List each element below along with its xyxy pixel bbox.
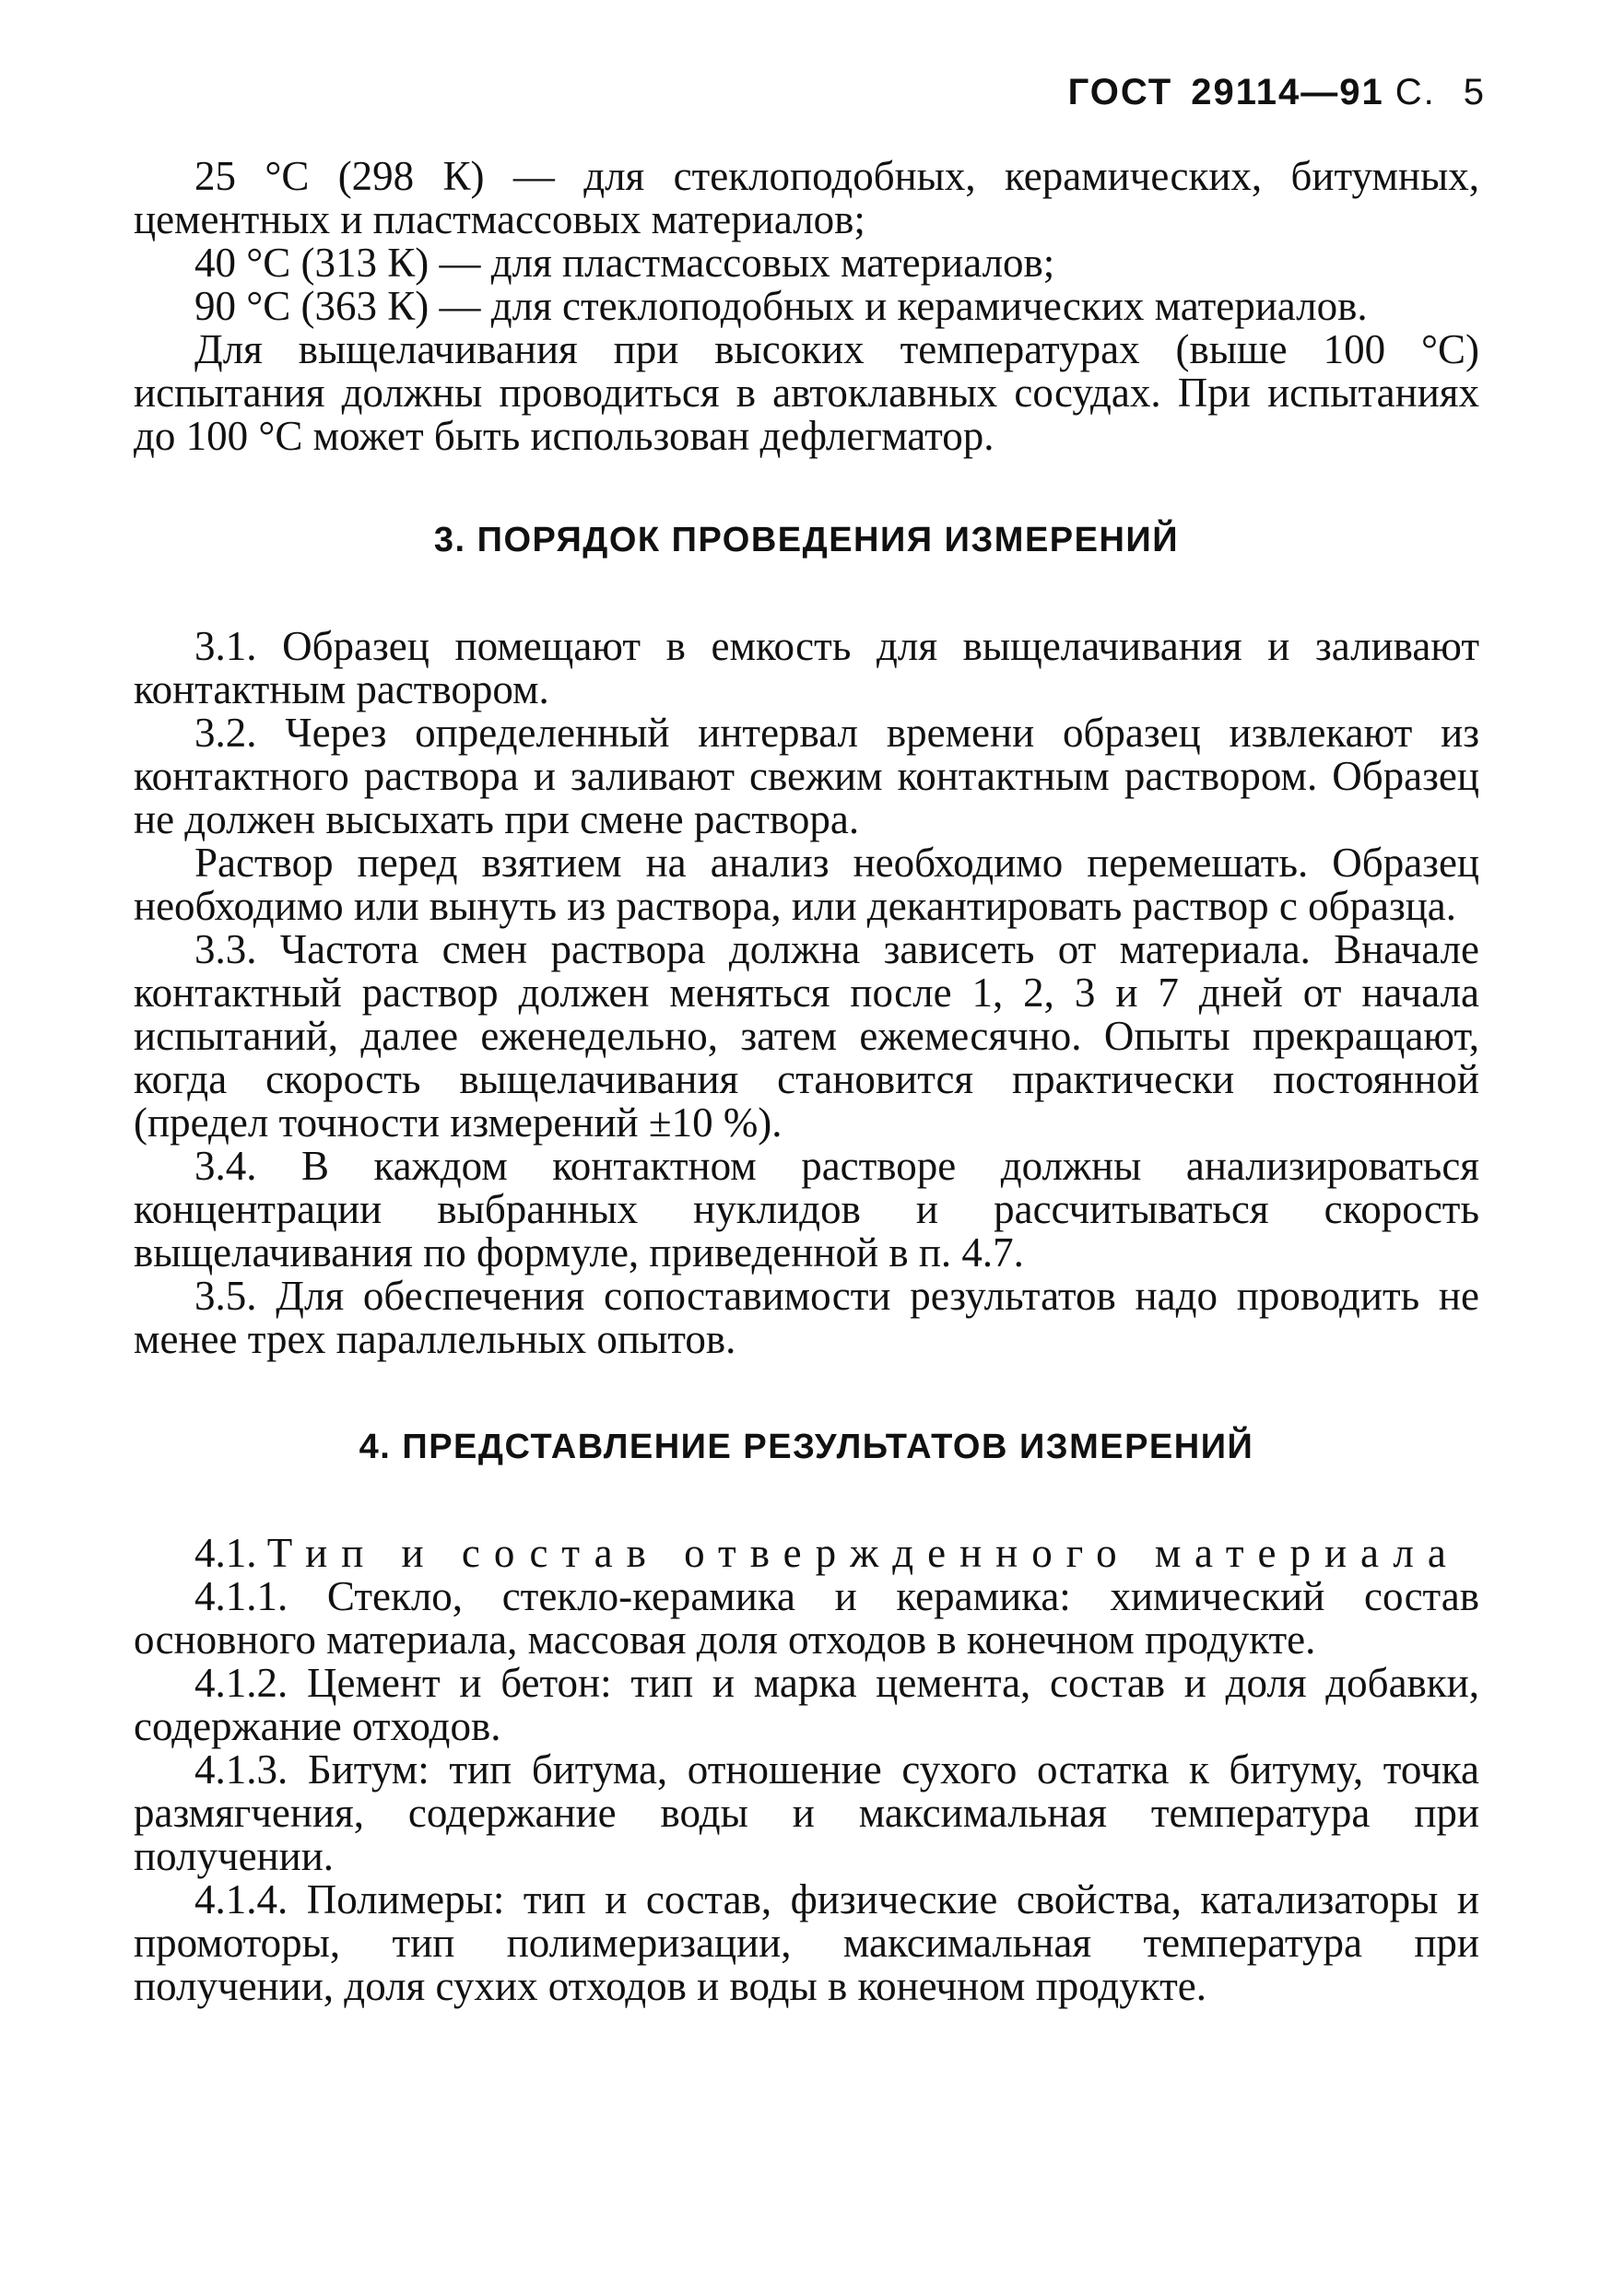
- subsection-text: Тип и состав отвержденного материала: [266, 1530, 1460, 1576]
- paragraph: 4.1.2. Цемент и бетон: тип и марка цемента, состав и доля добавки, содержание отходов.: [134, 1660, 1479, 1749]
- page-number: 5: [1463, 72, 1486, 112]
- paragraph: 40 °C (313 К) — для пластмассовых материалов;: [194, 240, 1055, 286]
- paragraph: 90 °C (363 К) — для стеклоподобных и керамических материалов.: [194, 283, 1368, 329]
- paragraph: Раствор перед взятием на анализ необходимо перемешать. Образец необходимо или вынуть из раствора, или декантировать раствор с образца.: [134, 840, 1479, 929]
- paragraph: 25 °C (298 К) — для стеклоподобных, керамических, битумных, цементных и пластмассовых материалов;: [134, 153, 1479, 242]
- page-prefix: С.: [1395, 72, 1436, 112]
- paragraph: 3.2. Через определенный интервал времени образец извлекают из контактного раствора и заливают свежим контактным раствором. Образец не должен высыхать при смене раствора.: [134, 710, 1479, 842]
- subsection-title: [134, 1532, 1479, 1575]
- paragraph: Для выщелачивания при высоких температурах (выше 100 °C) испытания должны проводиться в автоклавных сосудах. При испытаниях до 100 °C может быть использован дефлегматор.: [134, 326, 1479, 459]
- paragraph: 4.1.1. Стекло, стекло-керамика и керамика: химический состав основного материала, массовая доля отходов в конечном продукте.: [134, 1573, 1479, 1663]
- section-3-title: 3. ПОРЯДОК ПРОВЕДЕНИЯ ИЗМЕРЕНИЙ: [433, 521, 1180, 559]
- paragraph: 4.1.4. Полимеры: тип и состав, физические свойства, катализаторы и промоторы, тип полимеризации, максимальная температура при получении, доля сухих отходов и воды в конечном продукте.: [134, 1876, 1479, 2009]
- paragraph: 3.1. Образец помещают в емкость для выщелачивания и заливают контактным раствором.: [134, 623, 1479, 712]
- paragraph: 3.3. Частота смен раствора должна зависеть от материала. Вначале контактный раствор должен меняться после 1, 2, 3 и 7 дней от начала испытаний, далее еженедельно, затем ежемесячно. Опыты прекращают, когда скорость выщелачивания становится практически постоянной (предел точности измерений ±10 %).: [134, 926, 1479, 1146]
- standard-label: ГОСТ: [1067, 72, 1173, 112]
- section-4-title: 4. ПРЕДСТАВЛЕНИЕ РЕЗУЛЬТАТОВ ИЗМЕРЕНИЙ: [359, 1428, 1254, 1466]
- standard-number: 29114—91: [1191, 72, 1384, 112]
- paragraph: 3.4. В каждом контактном растворе должны анализироваться концентрации выбранных нуклидов и рассчитываться скорость выщелачивания по формуле, приведенной в п. 4.7.: [134, 1143, 1479, 1276]
- paragraph: 3.5. Для обеспечения сопоставимости результатов надо проводить не менее трех параллельных опытов.: [134, 1273, 1479, 1362]
- paragraph: 4.1.3. Битум: тип битума, отношение сухого остатка к битуму, точка размягчения, содержание воды и максимальная температура при получении.: [134, 1746, 1479, 1879]
- subsection-number: 4.1.: [194, 1530, 257, 1576]
- document-body: [134, 155, 1479, 2008]
- page-header: [1068, 72, 1486, 113]
